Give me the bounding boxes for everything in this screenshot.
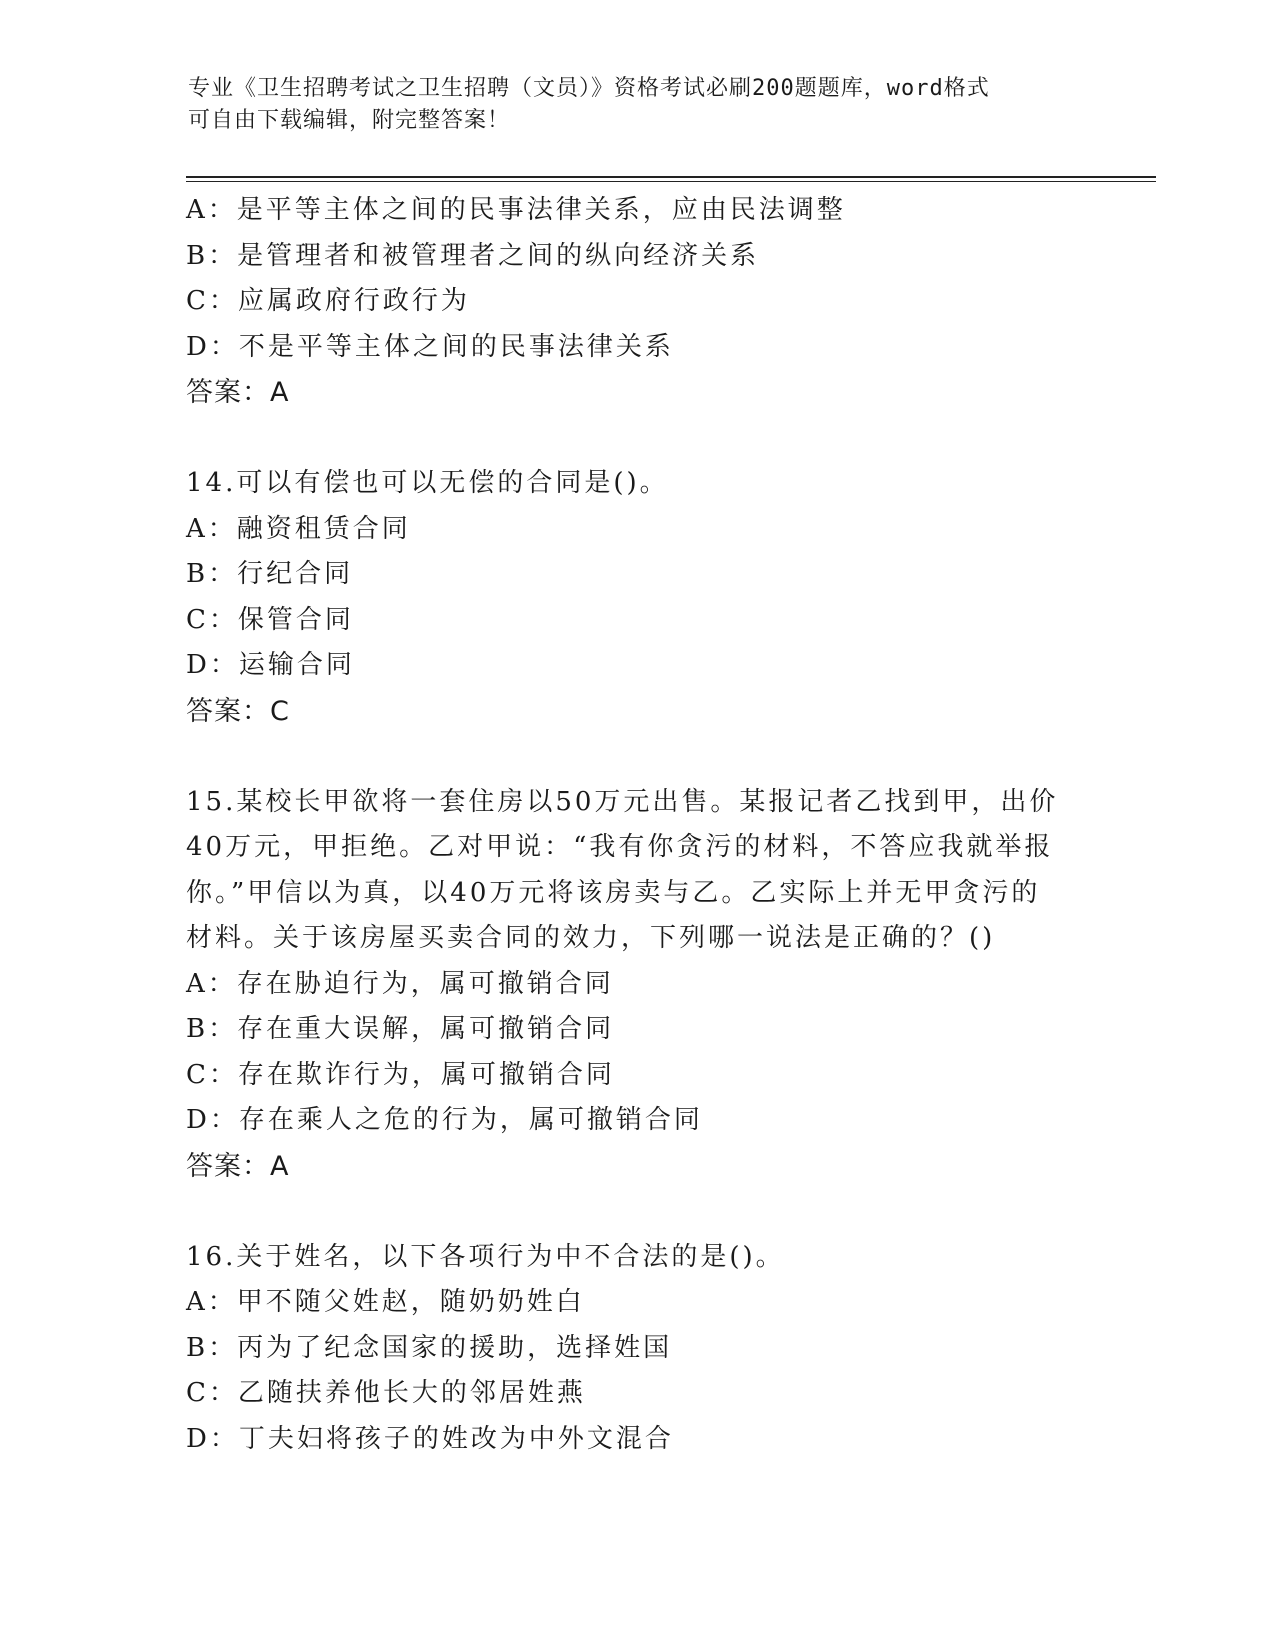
question-stem-line-4: 材料。关于该房屋买卖合同的效力，下列哪一说法是正确的？() (186, 923, 996, 953)
question-13 (186, 188, 1086, 416)
option-c: C：乙随扶养他长大的邻居姓燕 (186, 1378, 586, 1408)
option-b: B：存在重大误解，属可撤销合同 (186, 1014, 615, 1044)
option-a: A：是平等主体之间的民事法律关系，应由民法调整 (186, 195, 846, 225)
header-divider-thin (186, 181, 1156, 182)
header-divider-thick (186, 176, 1156, 178)
question-stem-line-1: 15.某校长甲欲将一套住房以50万元出售。某报记者乙找到甲，出价 (186, 786, 1059, 817)
question-stem: 14.可以有偿也可以无偿的合同是()。 (186, 468, 669, 498)
option-b: B：是管理者和被管理者之间的纵向经济关系 (186, 240, 760, 271)
question-16 (186, 1235, 1086, 1463)
option-c: C：应属政府行政行为 (186, 286, 470, 316)
question-15 (186, 780, 1086, 1190)
option-c: C：存在欺诈行为，属可撤销合同 (186, 1059, 615, 1090)
spacer (186, 416, 1086, 462)
option-d: D：不是平等主体之间的民事法律关系 (186, 331, 674, 362)
option-d: D：丁夫妇将孩子的姓改为中外文混合 (186, 1423, 674, 1454)
option-d: D：运输合同 (186, 650, 355, 680)
answer-line: 答案：C (186, 695, 290, 727)
option-c: C：保管合同 (186, 604, 354, 635)
option-b: B：行纪合同 (186, 559, 354, 589)
question-14 (186, 461, 1086, 734)
spacer (186, 734, 1086, 780)
answer-line: 答案：A (186, 377, 290, 408)
option-b: B：丙为了纪念国家的援助，选择姓国 (186, 1332, 673, 1363)
spacer (186, 1189, 1086, 1235)
header-line-1: 专业《卫生招聘考试之卫生招聘（文员）》资格考试必刷200题题库，word格式 (188, 76, 990, 101)
question-list (186, 188, 1086, 1462)
answer-line: 答案：A (186, 1150, 290, 1182)
header-line-2: 可自由下载编辑，附完整答案！ (188, 108, 511, 133)
option-d: D：存在乘人之危的行为，属可撤销合同 (186, 1105, 703, 1135)
document-header (188, 73, 1088, 137)
question-stem-line-3: 你。”甲信以为真，以40万元将该房卖与乙。乙实际上并无甲贪污的 (186, 877, 1041, 908)
option-a: A：存在胁迫行为，属可撤销合同 (186, 968, 614, 999)
question-stem: 16.关于姓名，以下各项行为中不合法的是()。 (186, 1241, 785, 1272)
option-a: A：融资租赁合同 (186, 513, 411, 544)
option-a: A：甲不随父姓赵，随奶奶姓白 (186, 1287, 585, 1317)
question-stem-line-2: 40万元，甲拒绝。乙对甲说：“我有你贪污的材料，不答应我就举报 (186, 832, 1054, 862)
